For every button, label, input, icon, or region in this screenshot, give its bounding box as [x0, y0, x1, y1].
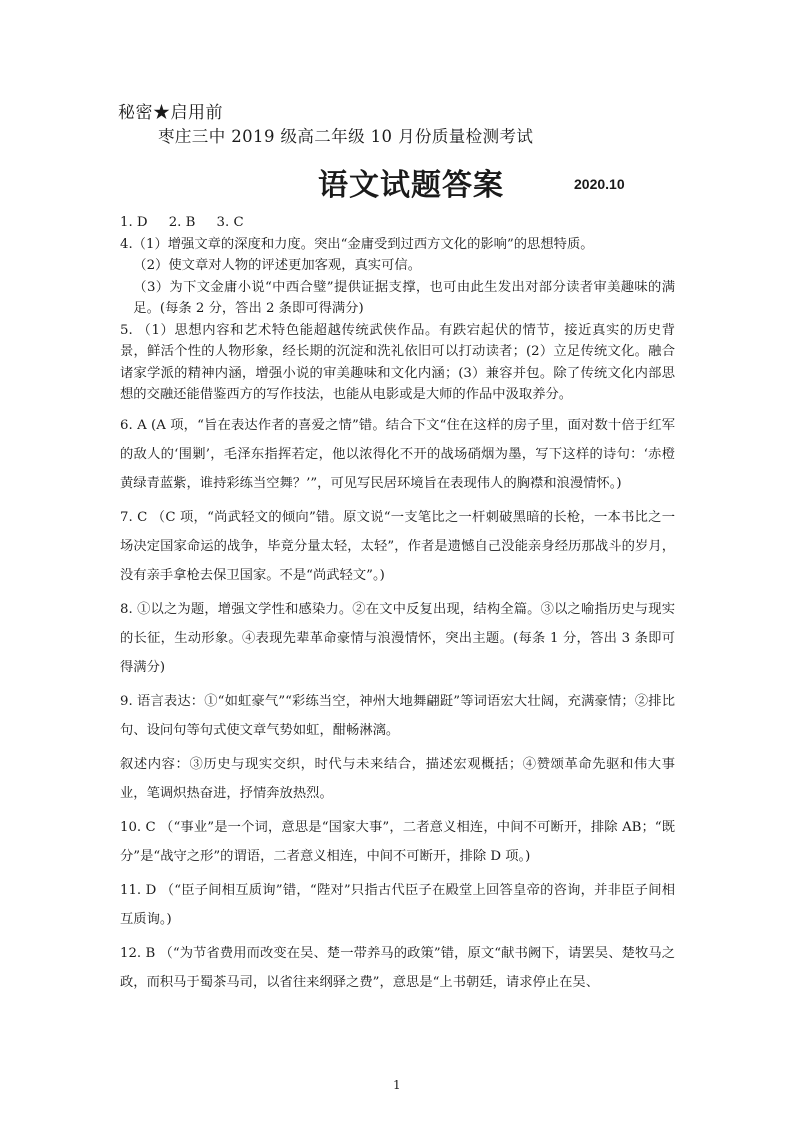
- answer-9-language: 9. 语言表达：①“如虹豪气”“彩练当空，神州大地舞翩跹”等词语宏大壮阔，充满豪情；②排比句、设问句等句式使文章气势如虹，酣畅淋漓。: [120, 693, 675, 738]
- answer-4-line-2: （2）使文章对人物的评述更加客观，真实可信。: [133, 258, 421, 273]
- answer-9-content: 叙述内容：③历史与现实交织，时代与未来结合，描述宏观概括；④赞颂革命先驱和伟大事业，笔调炽热奋进，抒情奔放热烈。: [120, 756, 675, 801]
- answer-8: 8. ①以之为题，增强文学性和感染力。②在文中反复出现，结构全篇。③以之喻指历史与现实的长征，生动形象。④表现先辈革命豪情与浪漫情怀，突出主题。(每条 1 分，答出 3 条即可得满分): [120, 601, 675, 675]
- answer-body: [120, 212, 675, 997]
- answer-4-line-1: 4.（1）增强文章的深度和力度。突出“金庸受到过西方文化的影响”的思想特质。: [120, 236, 594, 252]
- answer-12: 12. B （“为节省费用而改变在吴、楚一带养马的政策”错，原文“献书阙下，请罢吴、楚牧马之政，而积马于蜀茶马司，以省往来纲驿之费”，意思是“上书朝廷，请求停止在吴、: [120, 945, 675, 990]
- answer-4-line-3: （3）为下文金庸小说“中西合璧”提供证据支撑，也可由此生发出对部分读者审美趣味的满足。(每条 2 分，答出 2 条即可得满分): [133, 279, 675, 316]
- exam-title: 枣庄三中 2019 级高二年级 10 月份质量检测考试: [158, 127, 534, 146]
- exam-date: 2020.10: [574, 176, 625, 192]
- answer-6: 6. A (A 项，“旨在表达作者的喜爱之情”错。结合下文“住在这样的房子里，面对数十倍于红军的敌人的‘围剿’，毛泽东指挥若定，他以浓得化不开的战场硝烟为墨，写下这样的诗句：‘赤橙黄绿青蓝紫，谁持彩练当空舞？’”，可见写民居环境旨在表现伟人的胸襟和浪漫情怀。): [120, 417, 675, 491]
- answer-7: 7. C （C 项，“尚武轻文的倾向”错。原文说“一支笔比之一杆刺破黑暗的长枪，一本书比之一场决定国家命运的战争，毕竟分量太轻，太轻”，作者是遗憾自己没能亲身经历那战斗的岁月，没有亲手拿枪去保卫国家。不是“尚武轻文”。): [120, 509, 675, 583]
- answer-5: 5. （1）思想内容和艺术特色能超越传统武侠作品。有跌宕起伏的情节，接近真实的历史背景，鲜活个性的人物形象，经长期的沉淀和洗礼依旧可以打动读者；(2）立足传统文化。融合诸家学派的精神内涵，增强小说的审美趣味和文化内涵；(3）兼容并包。除了传统文化内部思想的交融还能借鉴西方的写作技法，也能从电影或是大师的作品中汲取养分。: [120, 322, 675, 402]
- page-title: 语文试题答案: [318, 168, 504, 203]
- answer-1: 1. D: [120, 215, 148, 230]
- answer-2: 2. B: [168, 215, 196, 230]
- page-number: 1: [393, 1078, 401, 1092]
- confidential-mark: 秘密★启用前: [118, 103, 223, 123]
- answer-10: 10. C （“事业”是一个词，意思是“国家大事”，二者意义相连，中间不可断开，排除 AB；“既分”是“战守之形”的谓语，二者意义相连，中间不可断开，排除 D 项。): [120, 819, 675, 864]
- answer-3: 3. C: [216, 215, 244, 230]
- answers-1-3: [120, 212, 675, 234]
- answer-11: 11. D （“臣子间相互质询”错，“陛对”只指古代臣子在殿堂上回答皇帝的咨询，并非臣子间相互质询。): [120, 882, 675, 927]
